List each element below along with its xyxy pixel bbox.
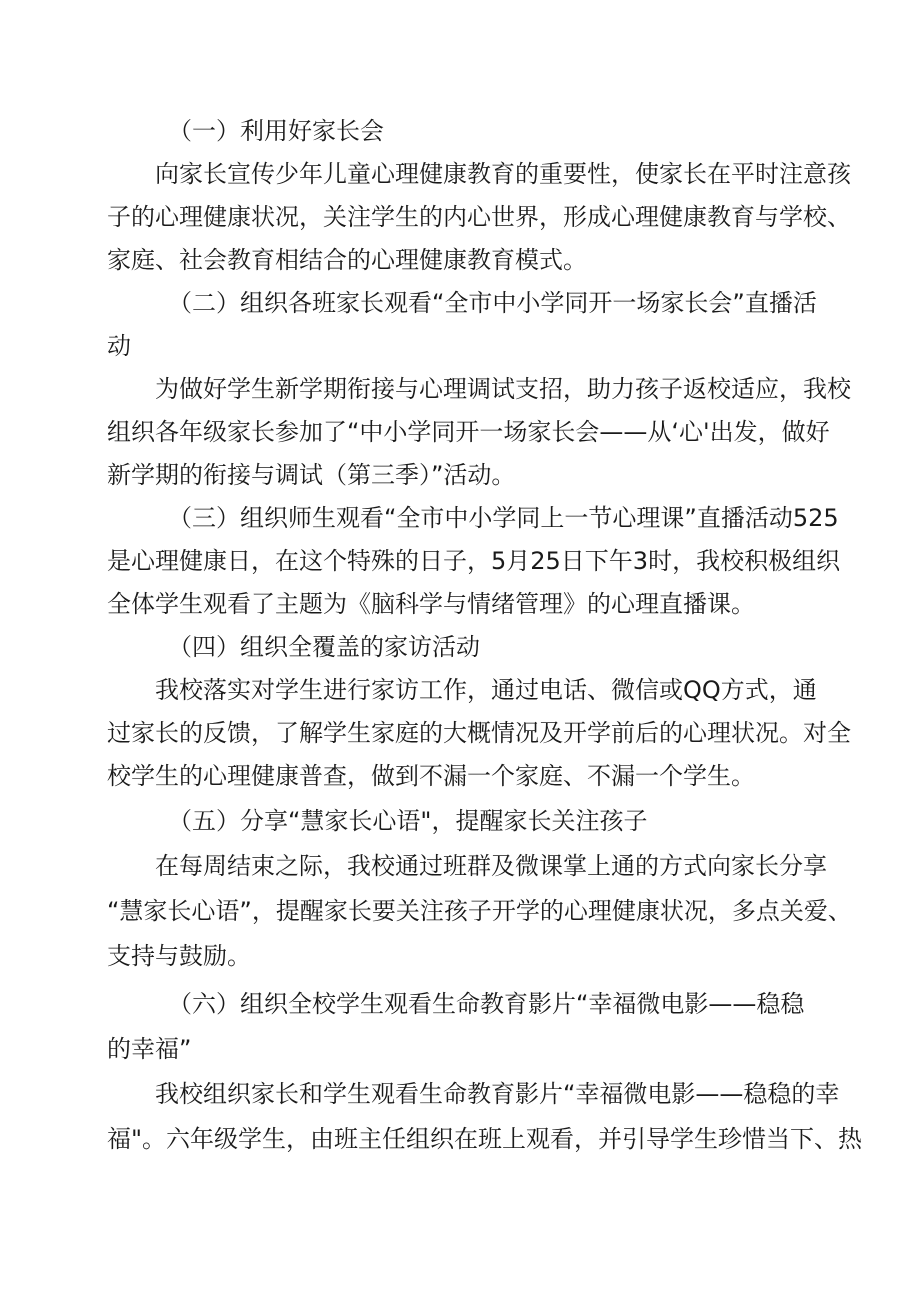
- paragraph-line: 是心理健康日，在这个特殊的日子，5月25日下午3时，我校积极组织: [107, 547, 841, 575]
- paragraph-line: 组织各年级家长参加了“中小学同开一场家长会——从‘心'出发，做好: [107, 418, 830, 446]
- section-heading-4: （四）组织全覆盖的家访活动: [168, 633, 480, 661]
- paragraph-line: 家庭、社会教育相结合的心理健康教育模式。: [107, 246, 587, 274]
- section-heading-1: （一）利用好家长会: [168, 117, 384, 145]
- paragraph-line: 校学生的心理健康普查，做到不漏一个家庭、不漏一个学生。: [107, 762, 755, 790]
- paragraph-line: 福"。六年级学生，由班主任组织在班上观看，并引导学生珍惜当下、热: [107, 1125, 863, 1153]
- section-heading-6: （六）组织全校学生观看生命教育影片“幸福微电影——稳稳: [168, 990, 805, 1018]
- paragraph-line: 我校组织家长和学生观看生命教育影片“幸福微电影——稳稳的幸: [155, 1080, 840, 1108]
- section-heading-5: （五）分享“慧家长心语"，提醒家长关注孩子: [168, 807, 648, 835]
- paragraph-line: 为做好学生新学期衔接与心理调试支招，助力孩子返校适应，我校: [155, 375, 851, 403]
- paragraph-line: “慧家长心语”，提醒家长要关注孩子开学的心理健康状况，多点关爱、: [107, 897, 852, 925]
- paragraph-line: 新学期的衔接与调试（第三季）”活动。: [107, 461, 516, 489]
- paragraph-line: 子的心理健康状况，关注学生的内心世界，形成心理健康教育与学校、: [107, 203, 851, 231]
- paragraph-line: 全体学生观看了主题为《脑科学与情绪管理》的心理直播课。: [107, 590, 755, 618]
- paragraph-line: 向家长宣传少年儿童心理健康教育的重要性，使家长在平时注意孩: [155, 160, 851, 188]
- section-heading-6-cont: 的幸福”: [107, 1035, 192, 1063]
- section-heading-3: （三）组织师生观看“全市中小学同上一节心理课”直播活动525: [168, 504, 839, 532]
- paragraph-line: 我校落实对学生进行家访工作，通过电话、微信或QQ方式，通: [155, 676, 817, 704]
- section-heading-2-cont: 动: [107, 332, 131, 360]
- paragraph-line: 支持与鼓励。: [107, 942, 251, 970]
- paragraph-line: 在每周结束之际，我校通过班群及微课掌上通的方式向家长分享: [155, 852, 827, 880]
- section-heading-2: （二）组织各班家长观看“全市中小学同开一场家长会”直播活: [168, 289, 817, 317]
- paragraph-line: 过家长的反馈，了解学生家庭的大概情况及开学前后的心理状况。对全: [107, 719, 851, 747]
